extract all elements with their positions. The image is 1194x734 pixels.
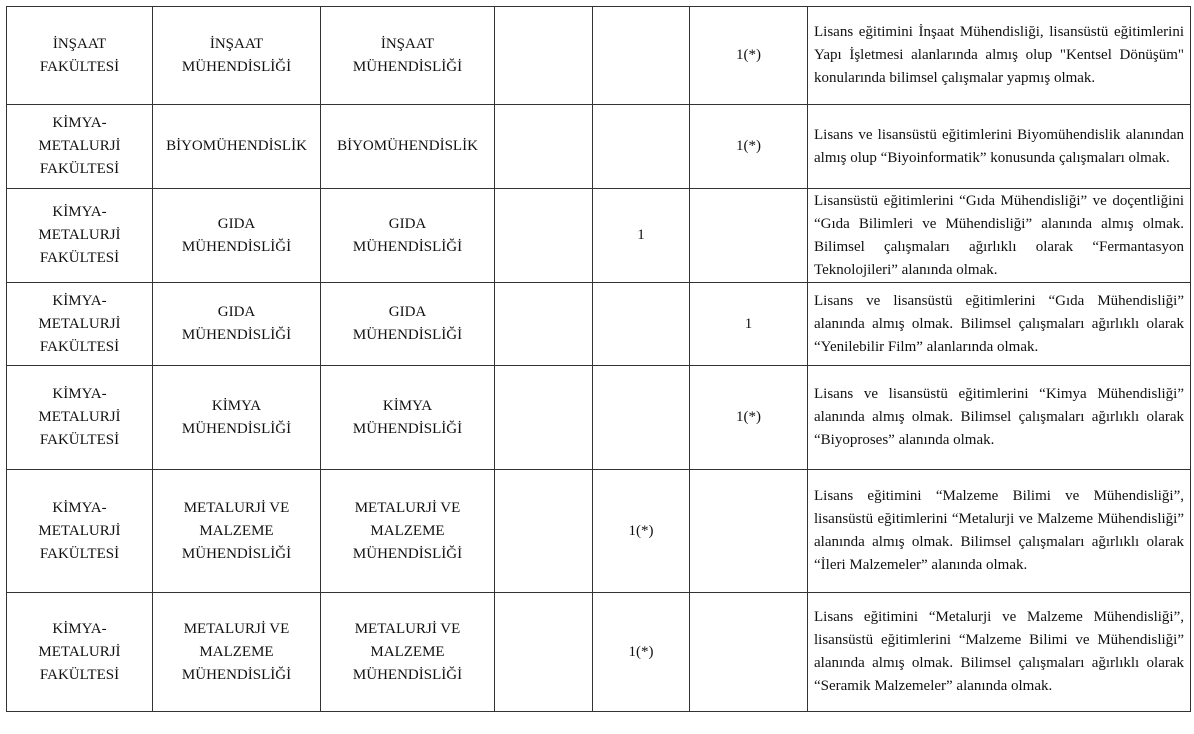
table-row: [7, 366, 1191, 470]
faculty-cell: [7, 470, 153, 593]
count-cell-1: [495, 366, 593, 470]
department-cell: [153, 593, 321, 712]
requirement-cell: Lisans eğitimini İnşaat Mühendisliği, lisansüstü eğitimlerini Yapı İşletmesi alanlarında almış olup "Kentsel Dönüşüm" konularında bilimsel çalışmalar yapmış olmak.: [808, 7, 1191, 105]
count-cell-2: [593, 283, 690, 366]
program-cell-line: METALURJİ VE: [354, 499, 461, 516]
count-cell-1: [495, 470, 593, 593]
faculty-cell-line: İNŞAAT: [52, 35, 107, 52]
department-cell: [153, 366, 321, 470]
department-cell-line: KİMYA: [211, 397, 262, 414]
faculty-cell-line: FAKÜLTESİ: [39, 666, 120, 683]
department-cell-line: MÜHENDİSLİĞİ: [181, 238, 292, 255]
faculty-cell: [7, 283, 153, 366]
program-cell: [321, 283, 495, 366]
program-cell: [321, 189, 495, 283]
count-cell-1: [495, 283, 593, 366]
department-cell-line: MÜHENDİSLİĞİ: [181, 58, 292, 75]
department-cell-line: MÜHENDİSLİĞİ: [181, 545, 292, 562]
count-cell-1: [495, 189, 593, 283]
program-cell-line: GIDA: [388, 304, 427, 320]
faculty-cell: [7, 105, 153, 189]
count-cell-3: 1: [690, 283, 808, 366]
count-cell-2: 1(*): [593, 470, 690, 593]
department-cell-line: İNŞAAT: [209, 35, 264, 52]
requirement-cell: Lisans ve lisansüstü eğitimlerini “Kimya Mühendisliği” alanında almış olmak. Bilimsel çalışmaları ağırlıklı olarak “Biyoproses” alanında olmak.: [808, 366, 1191, 470]
requirement-cell: Lisans eğitimini “Malzeme Bilimi ve Mühendisliği”, lisansüstü eğitimlerini “Metalurji ve Malzeme Mühendisliği” alanında almış olmak. Bilimsel çalışmaları ağırlıklı olarak “İleri Malzemeler” alanında olmak.: [808, 470, 1191, 593]
faculty-cell-line: FAKÜLTESİ: [39, 432, 120, 448]
program-cell: [321, 470, 495, 593]
faculty-cell-line: METALURJİ: [38, 409, 121, 425]
count-cell-2: [593, 105, 690, 189]
faculty-cell: [7, 593, 153, 712]
faculty-cell-line: FAKÜLTESİ: [39, 161, 120, 177]
faculty-cell-line: METALURJİ: [38, 643, 121, 660]
program-cell: [321, 593, 495, 712]
faculty-cell-line: FAKÜLTESİ: [39, 545, 120, 562]
faculty-cell-line: METALURJİ: [38, 315, 121, 332]
faculty-cell-line: METALURJİ: [38, 227, 121, 243]
program-cell-line: MALZEME: [370, 643, 445, 660]
program-cell-line: MÜHENDİSLİĞİ: [352, 58, 463, 75]
count-cell-3: 1(*): [690, 105, 808, 189]
count-cell-3: [690, 189, 808, 283]
table-row: [7, 470, 1191, 593]
department-cell-line: METALURJİ VE: [183, 499, 290, 516]
program-cell: [321, 105, 495, 189]
faculty-cell-line: KİMYA-: [52, 115, 107, 131]
program-cell-line: MÜHENDİSLİĞİ: [352, 545, 463, 562]
count-cell-1: [495, 593, 593, 712]
program-cell-line: METALURJİ VE: [354, 620, 461, 637]
positions-table: [6, 6, 1191, 712]
faculty-cell-line: KİMYA-: [52, 292, 107, 309]
program-cell-line: MÜHENDİSLİĞİ: [352, 238, 463, 255]
table-row: [7, 593, 1191, 712]
department-cell-line: MALZEME: [199, 643, 274, 660]
department-cell: [153, 189, 321, 283]
program-cell-line: KİMYA: [382, 397, 433, 414]
program-cell: [321, 7, 495, 105]
faculty-cell-line: FAKÜLTESİ: [39, 58, 120, 75]
requirement-cell: Lisans eğitimini “Metalurji ve Malzeme Mühendisliği”, lisansüstü eğitimlerini “Malzeme Bilimi ve Mühendisliği” alanında almış olmak. Bilimsel çalışmaları ağırlıklı olarak “Seramik Malzemeler” alanında olmak.: [808, 593, 1191, 712]
count-cell-2: 1(*): [593, 593, 690, 712]
department-cell-line: MALZEME: [199, 522, 274, 539]
program-cell-line: MALZEME: [370, 522, 445, 539]
table-row: [7, 189, 1191, 283]
table-row: [7, 283, 1191, 366]
program-cell-line: GIDA: [388, 215, 427, 232]
department-cell: [153, 470, 321, 593]
program-cell-line: MÜHENDİSLİĞİ: [352, 327, 463, 343]
count-cell-3: 1(*): [690, 7, 808, 105]
program-cell-line: İNŞAAT: [380, 35, 435, 52]
requirement-cell: Lisans ve lisansüstü eğitimlerini “Gıda Mühendisliği” alanında almış olmak. Bilimsel çalışmaları ağırlıklı olarak “Yenilebilir Film” alanlarında olmak.: [808, 283, 1191, 366]
faculty-cell-line: METALURJİ: [38, 522, 121, 539]
requirement-cell: Lisans ve lisansüstü eğitimlerini Biyomühendislik alanından almış olup “Biyoinformatik” konusunda çalışmaları olmak.: [808, 105, 1191, 189]
department-cell-line: MÜHENDİSLİĞİ: [181, 420, 292, 437]
program-cell-line: MÜHENDİSLİĞİ: [352, 666, 463, 683]
requirement-cell: Lisansüstü eğitimlerini “Gıda Mühendisliği” ve doçentliğini “Gıda Bilimleri ve Mühendisliği” alanında almış olmak. Bilimsel çalışmaları ağırlıklı olarak “Fermantasyon Teknolojileri” alanında olmak.: [808, 189, 1191, 283]
faculty-cell-line: FAKÜLTESİ: [39, 338, 120, 355]
faculty-cell-line: METALURJİ: [38, 138, 121, 154]
table-body: [7, 7, 1191, 712]
count-cell-3: [690, 593, 808, 712]
department-cell: [153, 7, 321, 105]
faculty-cell: [7, 189, 153, 283]
count-cell-2: [593, 366, 690, 470]
table-row: [7, 7, 1191, 105]
department-cell-line: MÜHENDİSLİĞİ: [181, 666, 292, 683]
program-cell: [321, 366, 495, 470]
program-cell-line: BİYOMÜHENDİSLİK: [337, 138, 478, 154]
department-cell-line: GIDA: [217, 215, 256, 232]
faculty-cell: [7, 366, 153, 470]
faculty-cell: [7, 7, 153, 105]
department-cell: [153, 105, 321, 189]
count-cell-1: [495, 7, 593, 105]
department-cell-line: MÜHENDİSLİĞİ: [181, 327, 292, 343]
department-cell: [153, 283, 321, 366]
department-cell-line: BİYOMÜHENDİSLİK: [166, 138, 307, 154]
count-cell-2: [593, 7, 690, 105]
department-cell-line: GIDA: [217, 304, 256, 320]
faculty-cell-line: KİMYA-: [52, 386, 107, 402]
program-cell-line: MÜHENDİSLİĞİ: [352, 420, 463, 437]
faculty-cell-line: KİMYA-: [52, 499, 107, 516]
count-cell-2: 1: [593, 189, 690, 283]
faculty-cell-line: KİMYA-: [52, 204, 107, 220]
count-cell-3: 1(*): [690, 366, 808, 470]
department-cell-line: METALURJİ VE: [183, 620, 290, 637]
count-cell-3: [690, 470, 808, 593]
faculty-cell-line: KİMYA-: [52, 620, 107, 637]
table-row: [7, 105, 1191, 189]
count-cell-1: [495, 105, 593, 189]
faculty-cell-line: FAKÜLTESİ: [39, 250, 120, 266]
